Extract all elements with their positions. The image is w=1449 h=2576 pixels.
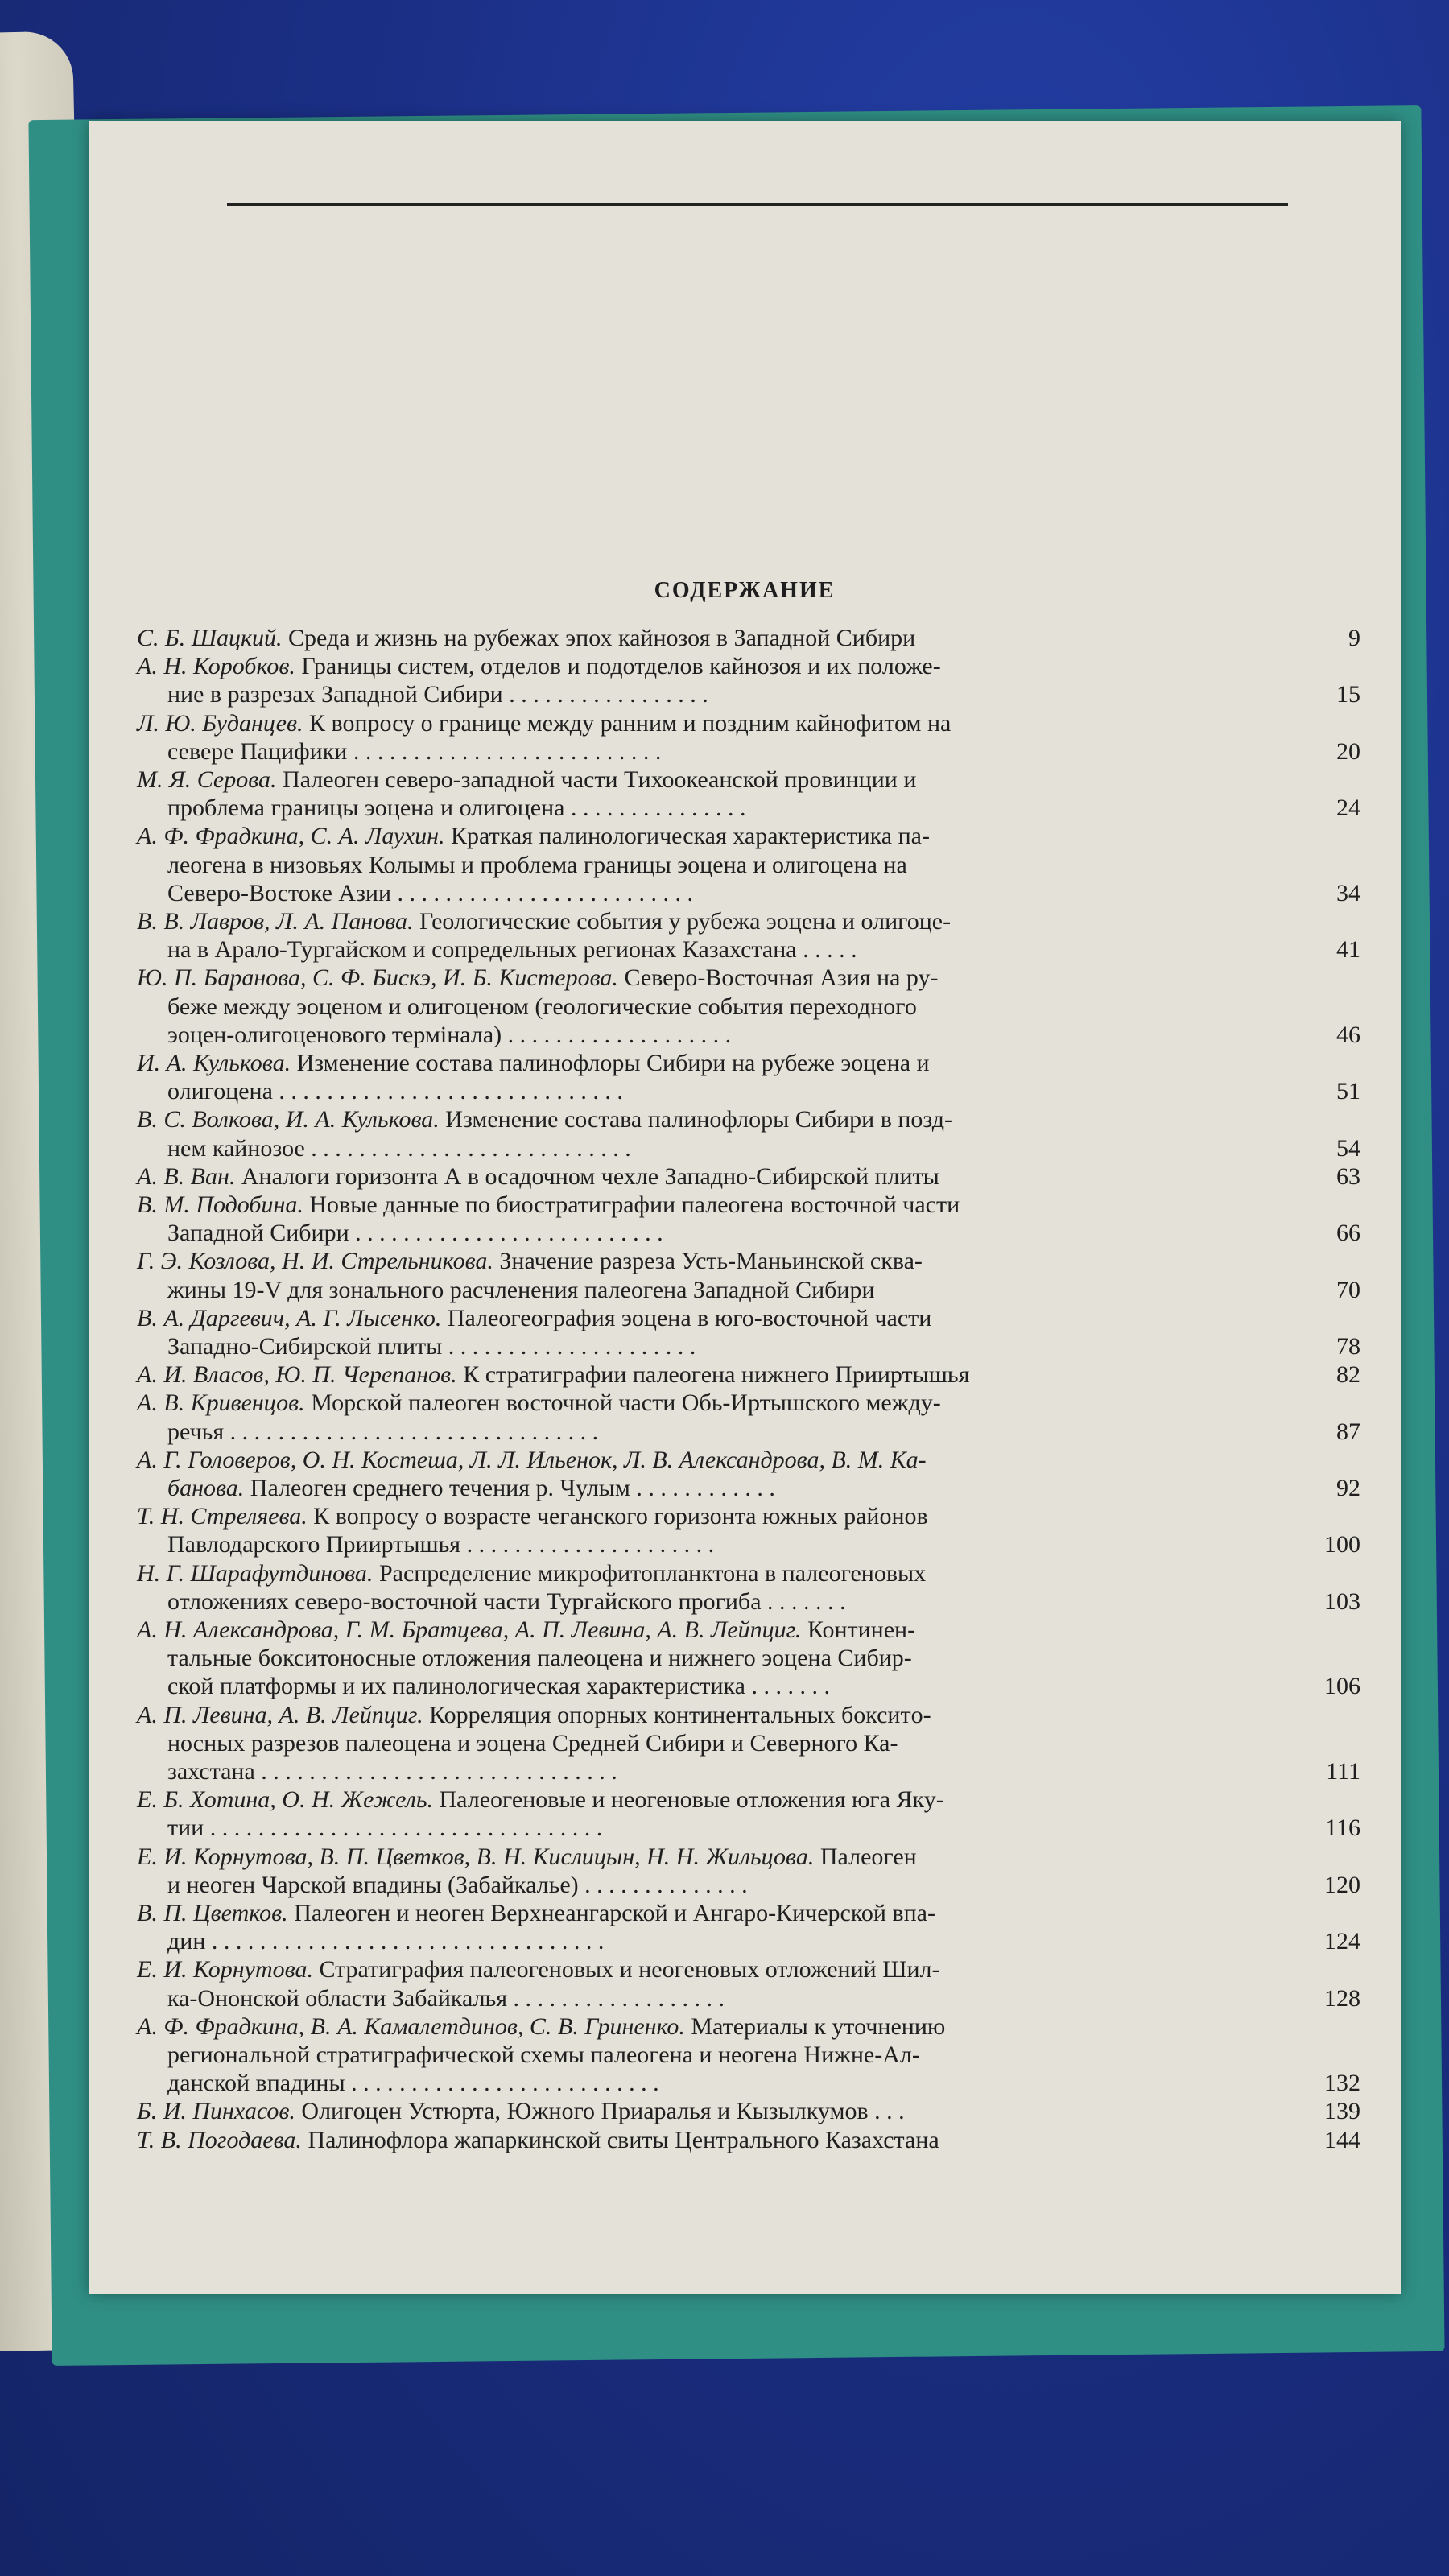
toc-title-text: нем кайнозое . . . . . . . . . . . . . . . . . . . . . . . . . . . <box>167 1134 631 1162</box>
toc-title-text: севере Пацифики . . . . . . . . . . . . . . . . . . . . . . . . . . <box>167 737 662 765</box>
toc-page-number: 70 <box>1336 1276 1360 1303</box>
toc-author: Л. Ю. Буданцев. <box>137 709 303 737</box>
toc-line <box>137 1559 927 1587</box>
toc-line <box>167 1476 775 1501</box>
toc-author: В. С. Волкова, И. А. Кулькова. <box>137 1106 440 1133</box>
toc-title-text: Распределение микрофитопланктона в палеогеновых <box>373 1559 927 1587</box>
toc-line <box>137 1788 944 1812</box>
toc-author: Г. Э. Козлова, Н. И. Стрельникова. <box>137 1248 493 1275</box>
toc-line <box>167 1080 623 1104</box>
toc-line <box>137 1304 932 1331</box>
toc-line <box>137 1051 930 1075</box>
toc-title-text: отложениях северо-восточной части Тургайского прогиба . . . . . . . <box>167 1587 846 1615</box>
toc-line <box>167 2071 659 2095</box>
toc-author: Т. Н. Стреляева. <box>137 1503 308 1530</box>
toc-author: Б. И. Пинхасов. <box>137 2098 295 2125</box>
toc-line <box>167 1674 830 1699</box>
toc-line <box>137 1901 935 1926</box>
toc-author: И. А. Кулькова. <box>137 1050 291 1076</box>
toc-page-number: 15 <box>1336 681 1360 708</box>
toc-author: В. М. Подобина. <box>137 1191 303 1218</box>
toc-author: А. В. Ван. <box>137 1162 236 1190</box>
toc-title-text: беже между эоценом и олигоценом (геологические события переходного <box>167 993 917 1020</box>
toc-line <box>137 2099 905 2124</box>
toc-line <box>167 1023 731 1047</box>
toc-line <box>137 824 930 848</box>
toc-title-text: Палеоген <box>814 1843 917 1870</box>
toc-title-text: К стратиграфии палеогена нижнего Прииртышья <box>456 1361 970 1389</box>
toc-line <box>167 1930 604 1954</box>
toc-line <box>167 1134 631 1162</box>
toc-author: А. В. Кривенцов. <box>137 1389 305 1417</box>
toc-page-number: 20 <box>1336 737 1360 765</box>
toc-page-number: 78 <box>1336 1333 1360 1360</box>
toc-title-text: Морской палеоген восточной части Обь-Иртышского между- <box>304 1389 941 1417</box>
toc-title-text: Северо-Восточная Азия на ру- <box>617 964 939 992</box>
toc-page-number: 92 <box>1336 1475 1360 1501</box>
toc-line <box>137 2128 939 2153</box>
toc-line <box>167 1760 617 1784</box>
toc-page-number: 66 <box>1336 1220 1360 1247</box>
toc-title-text: ние в разрезах Западной Сибири . . . . . . . . . . . . . . . . . <box>167 681 708 708</box>
toc-line <box>167 1816 602 1840</box>
toc-title-text: Северо-Востоке Азии . . . . . . . . . . . . . . . . . . . . . . . . . <box>167 879 694 906</box>
toc-title-text: Палеоген и неоген Верхнеангарской и Ангаро-Кичерской впа- <box>287 1900 935 1926</box>
toc-title-text: Значение разреза Усть-Маньинской сква- <box>493 1248 923 1275</box>
toc-line <box>137 1845 917 1869</box>
toc-line <box>167 1221 663 1245</box>
toc-title-text: Среда и жизнь на рубежах эпох кайнозоя в Западной Сибири <box>282 625 916 651</box>
toc-line <box>167 683 708 707</box>
toc-author: А. Ф. Фрадкина, В. А. Камалетдинов, С. В. Гриненко. <box>137 2013 685 2040</box>
toc-page-number: 120 <box>1324 1871 1360 1898</box>
toc-page-number: 41 <box>1336 936 1360 964</box>
toc-line <box>167 881 693 906</box>
toc-page-number: 144 <box>1324 2126 1360 2153</box>
toc-author: М. Я. Серова. <box>137 766 277 793</box>
toc-title-text: Краткая палинологическая характеристика па- <box>444 823 930 850</box>
toc-title-text: Новые данные по биостратиграфии палеогена восточной части <box>303 1191 960 1218</box>
toc-title-text: тальные бокситоносные отложения палеоцена и нижнего эоцена Сибир- <box>167 1645 912 1672</box>
toc-page-number: 51 <box>1336 1078 1360 1105</box>
toc-line <box>137 768 916 792</box>
toc-page-number: 106 <box>1324 1673 1360 1700</box>
toc-title-text: и неоген Чарской впадины (Забайкалье) . . . . . . . . . . . . . . <box>167 1871 748 1898</box>
toc-title-text: Палеоген среднего течения р. Чулым . . . . . . . . . . . . <box>244 1475 775 1501</box>
toc-author: А. И. Власов, Ю. П. Черепанов. <box>137 1361 457 1389</box>
toc-author: А. Г. Головеров, О. Н. Костеша, Л. Л. Ильенок, Л. В. Александрова, В. М. Ка- <box>137 1446 927 1473</box>
toc-line <box>137 1249 923 1274</box>
toc-line <box>137 1703 931 1728</box>
toc-line <box>167 1533 714 1557</box>
toc-author: Е. Б. Хотина, О. Н. Жежель. <box>137 1786 433 1814</box>
toc-page-number: 103 <box>1324 1587 1360 1615</box>
toc-line <box>137 2015 945 2039</box>
toc-title-text: Континен- <box>801 1616 916 1643</box>
toc-line <box>137 654 941 679</box>
toc-title-text: Материалы к уточнению <box>684 2013 946 2040</box>
toc-author: Е. И. Корнутова. <box>137 1956 313 1984</box>
toc-page-number: 24 <box>1336 795 1360 822</box>
toc-title-text: Западно-Сибирской плиты . . . . . . . . . . . . . . . . . . . . . <box>167 1333 696 1360</box>
toc-author: А. П. Левина, А. В. Лейпциг. <box>137 1701 423 1728</box>
toc-title-text: Изменение состава палинофлоры Сибири в позд- <box>439 1106 952 1133</box>
toc-page-number: 128 <box>1324 1984 1360 2012</box>
toc-line <box>137 1363 969 1387</box>
toc-page-number: 63 <box>1336 1162 1360 1190</box>
toc-title-text: К вопросу о возрасте чеганского горизонта южных районов <box>307 1503 928 1530</box>
toc-line <box>167 853 907 877</box>
toc-title-text: Границы систем, отделов и подотделов кайнозоя и их положе- <box>295 653 941 680</box>
toc-title-text: Палеоген северо-западной части Тихоокеанской провинции и <box>276 766 917 793</box>
toc-line <box>137 1162 939 1190</box>
toc-line <box>167 1984 725 2012</box>
toc-author: А. Н. Коробков. <box>137 653 295 680</box>
toc-author: В. В. Лавров, Л. А. Панова. <box>137 908 414 935</box>
toc-author: А. Н. Александрова, Г. М. Братцева, А. П. Левина, А. В. Лейпциг. <box>137 1616 802 1643</box>
toc-title-text: Геологические события у рубежа эоцена и олигоце- <box>413 908 952 935</box>
toc-page-number: 87 <box>1336 1418 1360 1445</box>
toc-line <box>137 1958 940 1982</box>
toc-author: В. А. Даргевич, А. Г. Лысенко. <box>137 1304 442 1331</box>
toc-line <box>167 1729 898 1757</box>
toc-author: банова. <box>167 1475 245 1501</box>
toc-line <box>167 1420 598 1444</box>
toc-title-text: Павлодарского Прииртышья . . . . . . . . . . . . . . . . . . . . . <box>167 1531 715 1558</box>
toc-author: Н. Г. Шарафутдинова. <box>137 1559 374 1587</box>
toc-title-text: речья . . . . . . . . . . . . . . . . . . . . . . . . . . . . . . . <box>167 1418 599 1445</box>
toc-line <box>137 966 939 990</box>
toc-author: Ю. П. Баранова, С. Ф. Бискэ, И. Б. Кистерова. <box>137 964 618 992</box>
toc-line <box>137 910 951 934</box>
table-of-contents <box>89 121 1401 2294</box>
toc-title-text: Стратиграфия палеогеновых и неогеновых отложений Шил- <box>312 1956 940 1984</box>
toc-title-text: жины 19-V для зонального расчленения палеогена Западной Сибири <box>167 1276 875 1303</box>
toc-line <box>137 1108 952 1132</box>
toc-title-text: К вопросу о границе между ранним и поздним кайнофитом на <box>303 709 952 737</box>
toc-page-number: 132 <box>1324 2070 1360 2097</box>
toc-line <box>167 1278 875 1302</box>
toc-title-text: Олигоцен Устюрта, Южного Приаралья и Кызылкумов . . . <box>295 2098 905 2125</box>
toc-line <box>137 626 915 650</box>
toc-page-number: 46 <box>1336 1021 1360 1048</box>
toc-line <box>167 1335 696 1359</box>
toc-page-number: 124 <box>1324 1928 1360 1955</box>
toc-title-text: Корреляция опорных континентальных бокситo- <box>423 1701 931 1728</box>
toc-line <box>137 1193 960 1217</box>
toc-page-number: 139 <box>1324 2098 1360 2125</box>
toc-line <box>137 1505 928 1529</box>
toc-title-text: региональной стратиграфической схемы палеогена и неогена Нижне-Ал- <box>167 2041 920 2068</box>
toc-line <box>137 1391 941 1415</box>
toc-line <box>167 1587 846 1615</box>
toc-page-number: 82 <box>1336 1361 1360 1389</box>
toc-title-text: Аналоги горизонта А в осадочном чехле Западно-Сибирской плиты <box>235 1162 939 1190</box>
toc-title-text: проблема границы эоцена и олигоцена . . . . . . . . . . . . . . . <box>167 795 746 822</box>
toc-line <box>137 1618 915 1642</box>
toc-page-number: 100 <box>1324 1531 1360 1558</box>
toc-title-text: данской впадины . . . . . . . . . . . . . . . . . . . . . . . . . . <box>167 2070 659 2097</box>
toc-line <box>167 995 917 1019</box>
toc-author: Т. В. Погодаева. <box>137 2126 302 2153</box>
toc-title-text: эоцен-олигоценового термінала) . . . . . . . . . . . . . . . . . . . <box>167 1021 732 1048</box>
toc-title-text: тии . . . . . . . . . . . . . . . . . . . . . . . . . . . . . . . . . <box>167 1814 603 1842</box>
toc-page-number: 34 <box>1336 879 1360 906</box>
toc-line <box>167 1873 748 1897</box>
toc-author: С. Б. Шацкий. <box>137 625 283 651</box>
toc-title-text: Палеогеография эоцена в юго-восточной части <box>441 1304 932 1331</box>
toc-title-text: олигоцена . . . . . . . . . . . . . . . . . . . . . . . . . . . . . <box>167 1078 623 1105</box>
toc-title-text: ка-Ононской области Забайкалья . . . . . . . . . . . . . . . . . . <box>167 1984 725 2012</box>
toc-title-text: на в Арало-Тургайском и сопредельных регионах Казахстана . . . . . <box>167 936 857 964</box>
toc-title-text: Палеогеновые и неогеновые отложения юга Яку- <box>432 1786 944 1814</box>
toc-heading: СОДЕРЖАНИЕ <box>654 578 836 603</box>
toc-author: В. П. Цветков. <box>137 1900 288 1926</box>
toc-page-number: 116 <box>1325 1814 1360 1842</box>
toc-line <box>167 1646 912 1670</box>
toc-line <box>167 796 746 820</box>
toc-line <box>167 737 662 765</box>
toc-page-number: 54 <box>1336 1134 1360 1162</box>
toc-line <box>167 938 857 962</box>
toc-title-text: ской платформы и их палинологическая характеристика . . . . . . . <box>167 1673 830 1700</box>
toc-title-text: дин . . . . . . . . . . . . . . . . . . . . . . . . . . . . . . . . . <box>167 1928 605 1955</box>
toc-title-text: Западной Сибири . . . . . . . . . . . . . . . . . . . . . . . . . . <box>167 1220 663 1247</box>
toc-line <box>137 1448 927 1472</box>
toc-author: А. Ф. Фрадкина, С. А. Лаухин. <box>137 823 445 850</box>
toc-page-number: 111 <box>1326 1758 1360 1785</box>
toc-title-text: леогена в низовьях Колымы и проблема границы эоцена и олигоцена на <box>167 851 907 878</box>
toc-title-text: носных разрезов палеоцена и эоцена Средней Сибири и Северного Ка- <box>167 1729 898 1757</box>
toc-page-number: 9 <box>1348 625 1360 651</box>
toc-line <box>167 2043 920 2067</box>
toc-line <box>137 709 952 737</box>
toc-title-text: Палинофлора жапаркинской свиты Центрального Казахстана <box>301 2126 939 2153</box>
book-page <box>89 121 1401 2294</box>
toc-title-text: Изменение состава палинофлоры Сибири на рубеже эоцена и <box>291 1050 930 1076</box>
toc-title-text: захстана . . . . . . . . . . . . . . . . . . . . . . . . . . . . . . <box>167 1758 617 1785</box>
toc-author: Е. И. Корнутова, В. П. Цветков, В. Н. Кислицын, Н. Н. Жильцова. <box>137 1843 815 1870</box>
